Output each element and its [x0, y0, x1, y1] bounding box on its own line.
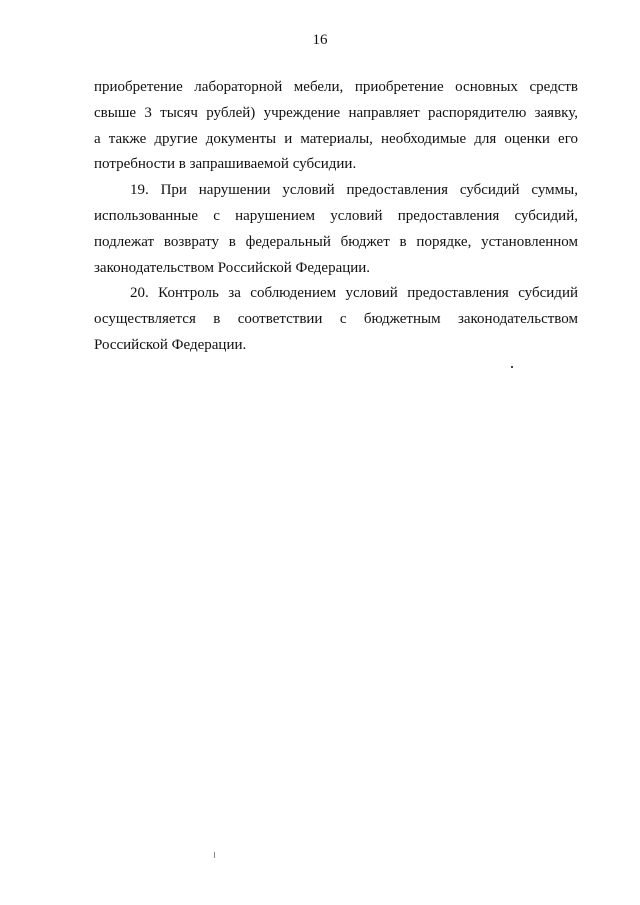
- text-line: законодательством Российской Федерации.: [94, 259, 371, 276]
- text-line: подлежат возврату в федеральный бюджет в порядке, установленном: [94, 233, 578, 250]
- text-line: 20. Контроль за соблюдением условий предоставления субсидий: [130, 285, 578, 302]
- text-line: Российской Федерации.: [94, 336, 247, 353]
- text-line: 19. При нарушении условий предоставления субсидий суммы,: [130, 182, 578, 199]
- scan-speck: [511, 366, 513, 368]
- page-number: 16: [312, 32, 328, 48]
- text-line: осуществляется в соответствии с бюджетным законодательством: [94, 311, 578, 328]
- paragraph-continuation: [94, 75, 578, 178]
- text-line: а также другие документы и материалы, необходимые для оценки его: [94, 130, 578, 147]
- paragraph-item-20: [94, 281, 578, 358]
- text-line: свыше 3 тысяч рублей) учреждение направляет распорядителю заявку,: [94, 104, 578, 121]
- text-line: потребности в запрашиваемой субсидии.: [94, 156, 357, 173]
- scan-speck: [214, 852, 215, 858]
- text-line: приобретение лабораторной мебели, приобретение основных средств: [94, 79, 578, 95]
- document-body: [94, 75, 578, 359]
- paragraph-item-19: [94, 178, 578, 281]
- text-line: использованные с нарушением условий предоставления субсидий,: [94, 207, 578, 224]
